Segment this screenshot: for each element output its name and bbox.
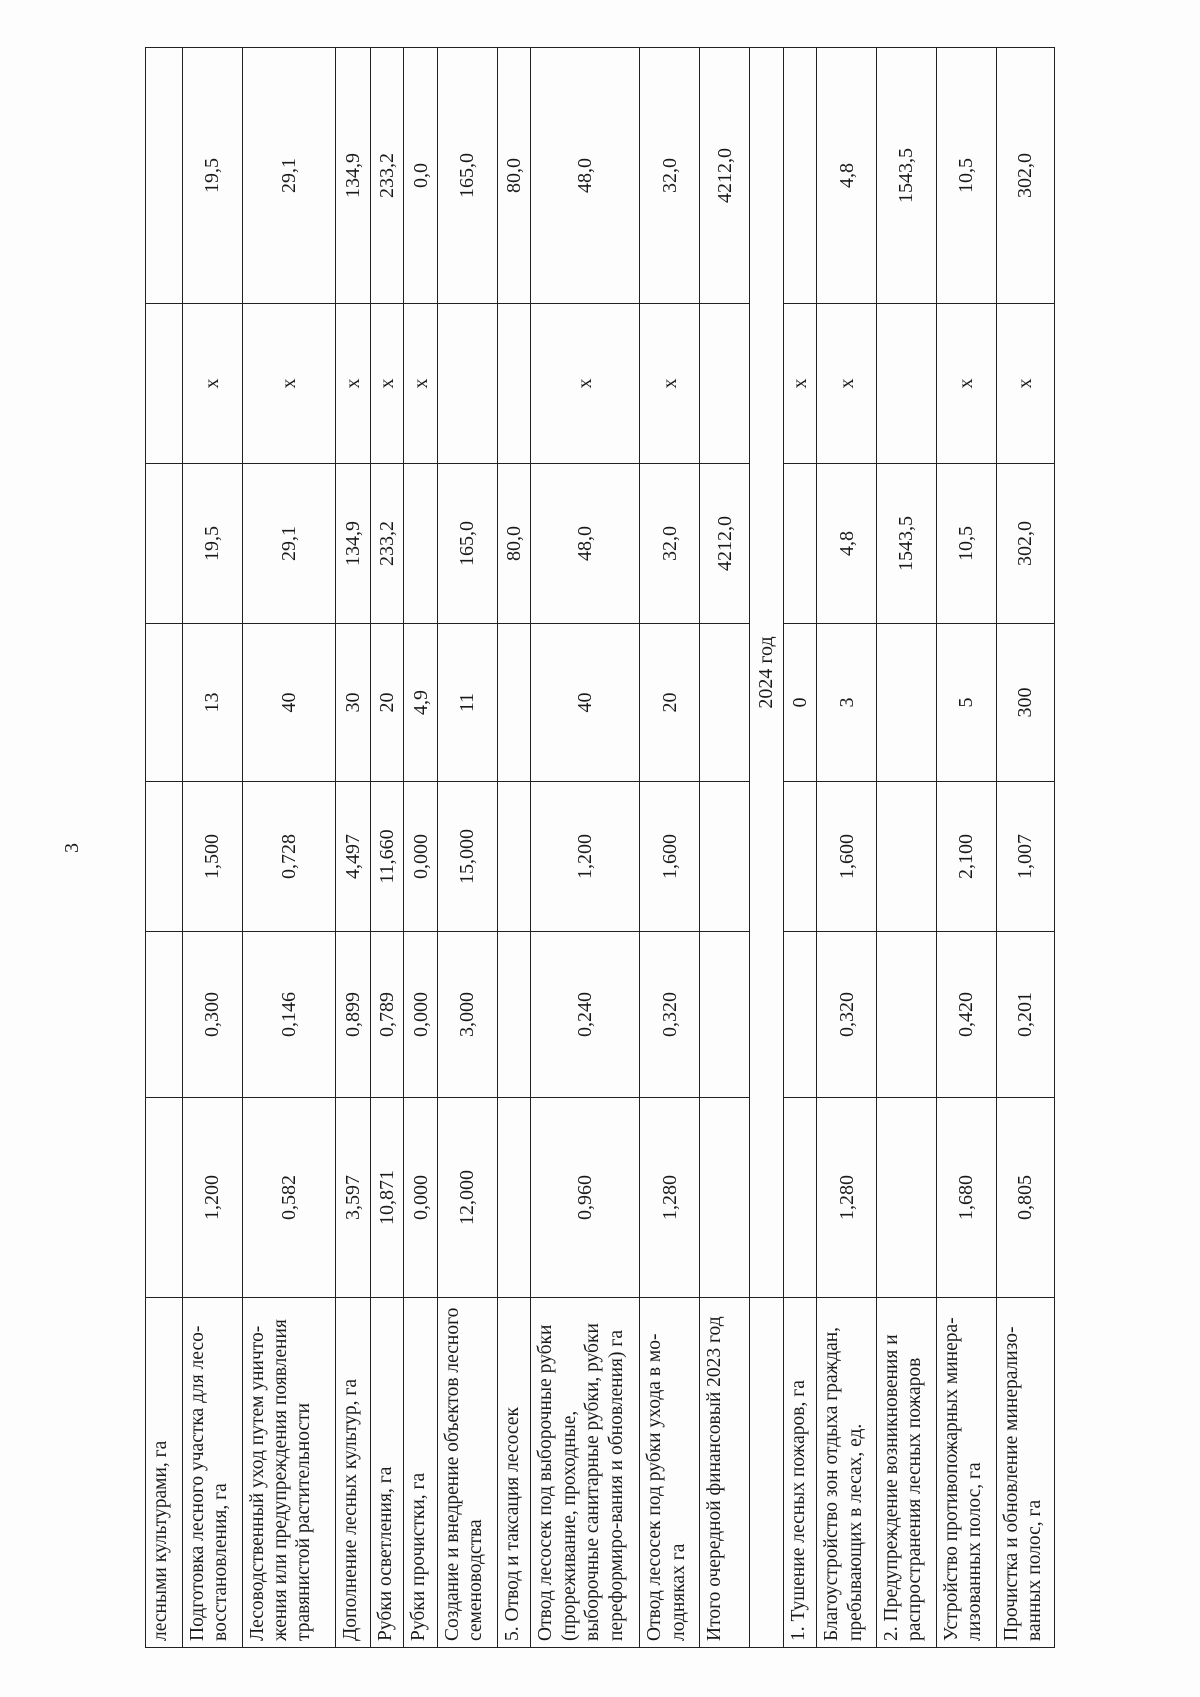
table-row [783,48,817,1648]
value-cell-c5: 134,9 [335,464,370,624]
value-cell-c2: 0,899 [335,932,370,1098]
table-row [877,48,937,1648]
value-cell-c7 [146,48,183,304]
value-cell-c7: 80,0 [497,48,531,304]
value-cell-c4: 5 [936,624,996,782]
value-cell-c7: 32,0 [640,48,700,304]
value-cell-c7: 1543,5 [877,48,937,304]
section-label: 2024 год [750,48,784,1298]
value-cell-c2: 0,240 [531,932,640,1098]
table-row [700,48,750,1648]
value-cell-c4: 40 [531,624,640,782]
table-row [531,48,640,1648]
row-name-cell: Рубки осветления, га [370,1298,404,1648]
value-cell-c7: 233,2 [370,48,404,304]
value-cell-c1 [877,1098,937,1298]
value-cell-c3: 1,500 [182,782,242,932]
row-name-cell: 1. Тушение лесных пожаров, га [783,1298,817,1648]
section-empty-cell [750,1298,784,1648]
row-name-cell: Отвод лесосек под рубки ухода в мо-лодняках га [640,1298,700,1648]
value-cell-c7: 134,9 [335,48,370,304]
value-cell-c7: 0,0 [404,48,438,304]
value-cell-c5: 1543,5 [877,464,937,624]
value-cell-c6: x [242,304,335,464]
value-cell-c7: 48,0 [531,48,640,304]
value-cell-c4 [497,624,531,782]
value-cell-c2 [877,932,937,1098]
table-row [996,48,1055,1648]
value-cell-c4 [700,624,750,782]
value-cell-c1: 1,680 [936,1098,996,1298]
value-cell-c6: x [370,304,404,464]
table-row [370,48,404,1648]
value-cell-c3 [877,782,937,932]
value-cell-c1: 1,280 [817,1098,877,1298]
value-cell-c1: 0,960 [531,1098,640,1298]
value-cell-c7 [783,48,817,304]
row-name-cell: Создание и внедрение объектов лесного семеноводства [437,1298,497,1648]
table-row [146,48,183,1648]
value-cell-c5 [146,464,183,624]
row-name-cell: Рубки прочистки, га [404,1298,438,1648]
value-cell-c3 [497,782,531,932]
value-cell-c1: 0,000 [404,1098,438,1298]
value-cell-c6: x [182,304,242,464]
row-name-cell: Итого очередной финансовый 2023 год [700,1298,750,1648]
data-table [145,47,1055,1648]
value-cell-c1: 3,597 [335,1098,370,1298]
table-row [182,48,242,1648]
table-row [640,48,700,1648]
value-cell-c4: 30 [335,624,370,782]
value-cell-c5: 233,2 [370,464,404,624]
table-row [335,48,370,1648]
value-cell-c2: 0,000 [404,932,438,1098]
table-row [404,48,438,1648]
value-cell-c3 [146,782,183,932]
value-cell-c6 [700,304,750,464]
value-cell-c6: x [936,304,996,464]
value-cell-c4: 20 [370,624,404,782]
value-cell-c2: 0,320 [640,932,700,1098]
value-cell-c6: x [404,304,438,464]
value-cell-c7: 4,8 [817,48,877,304]
value-cell-c3: 1,007 [996,782,1055,932]
value-cell-c7: 4212,0 [700,48,750,304]
value-cell-c3: 1,200 [531,782,640,932]
value-cell-c7: 29,1 [242,48,335,304]
row-name-cell: лесными культурами, га [146,1298,183,1648]
value-cell-c7: 10,5 [936,48,996,304]
value-cell-c1: 10,871 [370,1098,404,1298]
value-cell-c5: 32,0 [640,464,700,624]
value-cell-c1: 0,805 [996,1098,1055,1298]
value-cell-c3: 4,497 [335,782,370,932]
value-cell-c1: 1,200 [182,1098,242,1298]
value-cell-c4: 13 [182,624,242,782]
value-cell-c6 [146,304,183,464]
value-cell-c3: 0,728 [242,782,335,932]
table-row [497,48,531,1648]
value-cell-c1 [497,1098,531,1298]
value-cell-c2: 0,420 [936,932,996,1098]
value-cell-c4: 20 [640,624,700,782]
row-name-cell: Дополнение лесных культур, га [335,1298,370,1648]
value-cell-c3: 15,000 [437,782,497,932]
value-cell-c5: 165,0 [437,464,497,624]
table-row [817,48,877,1648]
value-cell-c6: x [335,304,370,464]
value-cell-c3: 2,100 [936,782,996,932]
value-cell-c5: 302,0 [996,464,1055,624]
value-cell-c6: x [640,304,700,464]
value-cell-c5: 29,1 [242,464,335,624]
value-cell-c3 [700,782,750,932]
value-cell-c2: 0,300 [182,932,242,1098]
value-cell-c1: 12,000 [437,1098,497,1298]
row-name-cell: 5. Отвод и таксация лесосек [497,1298,531,1648]
table-row [437,48,497,1648]
value-cell-c1: 0,582 [242,1098,335,1298]
value-cell-c2: 3,000 [437,932,497,1098]
value-cell-c7: 302,0 [996,48,1055,304]
value-cell-c1 [146,1098,183,1298]
value-cell-c3 [783,782,817,932]
value-cell-c5: 4,8 [817,464,877,624]
value-cell-c2: 0,201 [996,932,1055,1098]
value-cell-c2: 0,789 [370,932,404,1098]
value-cell-c4: 3 [817,624,877,782]
row-name-cell: Устройство противопожарных минера-лизованных полос, га [936,1298,996,1648]
table-container [145,48,1055,1648]
value-cell-c4: 300 [996,624,1055,782]
row-name-cell: Подготовка лесного участка для лесо-восстановления, га [182,1298,242,1648]
value-cell-c3: 11,660 [370,782,404,932]
value-cell-c2: 0,146 [242,932,335,1098]
value-cell-c5: 19,5 [182,464,242,624]
table-row [936,48,996,1648]
row-name-cell: Лесоводственный уход путем уничто-жения или предупреждения появления травянистой растительности [242,1298,335,1648]
value-cell-c5 [404,464,438,624]
value-cell-c4 [146,624,183,782]
value-cell-c4: 4,9 [404,624,438,782]
value-cell-c5: 4212,0 [700,464,750,624]
value-cell-c6 [437,304,497,464]
value-cell-c2 [783,932,817,1098]
value-cell-c5: 48,0 [531,464,640,624]
value-cell-c3: 1,600 [817,782,877,932]
value-cell-c6: x [817,304,877,464]
value-cell-c6: x [531,304,640,464]
value-cell-c4: 0 [783,624,817,782]
row-name-cell: Прочистка и обновление минерализо-ванных полос, га [996,1298,1055,1648]
row-name-cell: Отвод лесосек под выборочные рубки (прореживание, проходные, выборочные санитарные рубки, рубки переформиро-вания и обновления) га [531,1298,640,1648]
value-cell-c3: 1,600 [640,782,700,932]
row-name-cell: Благоустройство зон отдыха граждан, пребывающих в лесах, ед. [817,1298,877,1648]
row-name-cell: 2. Предупреждение возникновения и распространения лесных пожаров [877,1298,937,1648]
value-cell-c4 [877,624,937,782]
value-cell-c6: x [996,304,1055,464]
value-cell-c6 [877,304,937,464]
page-number: 3 [61,843,83,853]
value-cell-c3: 0,000 [404,782,438,932]
value-cell-c6: x [783,304,817,464]
value-cell-c1 [700,1098,750,1298]
value-cell-c6 [497,304,531,464]
value-cell-c7: 165,0 [437,48,497,304]
value-cell-c1: 1,280 [640,1098,700,1298]
value-cell-c4: 11 [437,624,497,782]
value-cell-c7: 19,5 [182,48,242,304]
value-cell-c5: 10,5 [936,464,996,624]
value-cell-c4: 40 [242,624,335,782]
value-cell-c5: 80,0 [497,464,531,624]
value-cell-c2: 0,320 [817,932,877,1098]
value-cell-c2 [700,932,750,1098]
value-cell-c1 [783,1098,817,1298]
value-cell-c5 [783,464,817,624]
table-row [242,48,335,1648]
section-row [750,48,784,1648]
value-cell-c2 [497,932,531,1098]
value-cell-c2 [146,932,183,1098]
